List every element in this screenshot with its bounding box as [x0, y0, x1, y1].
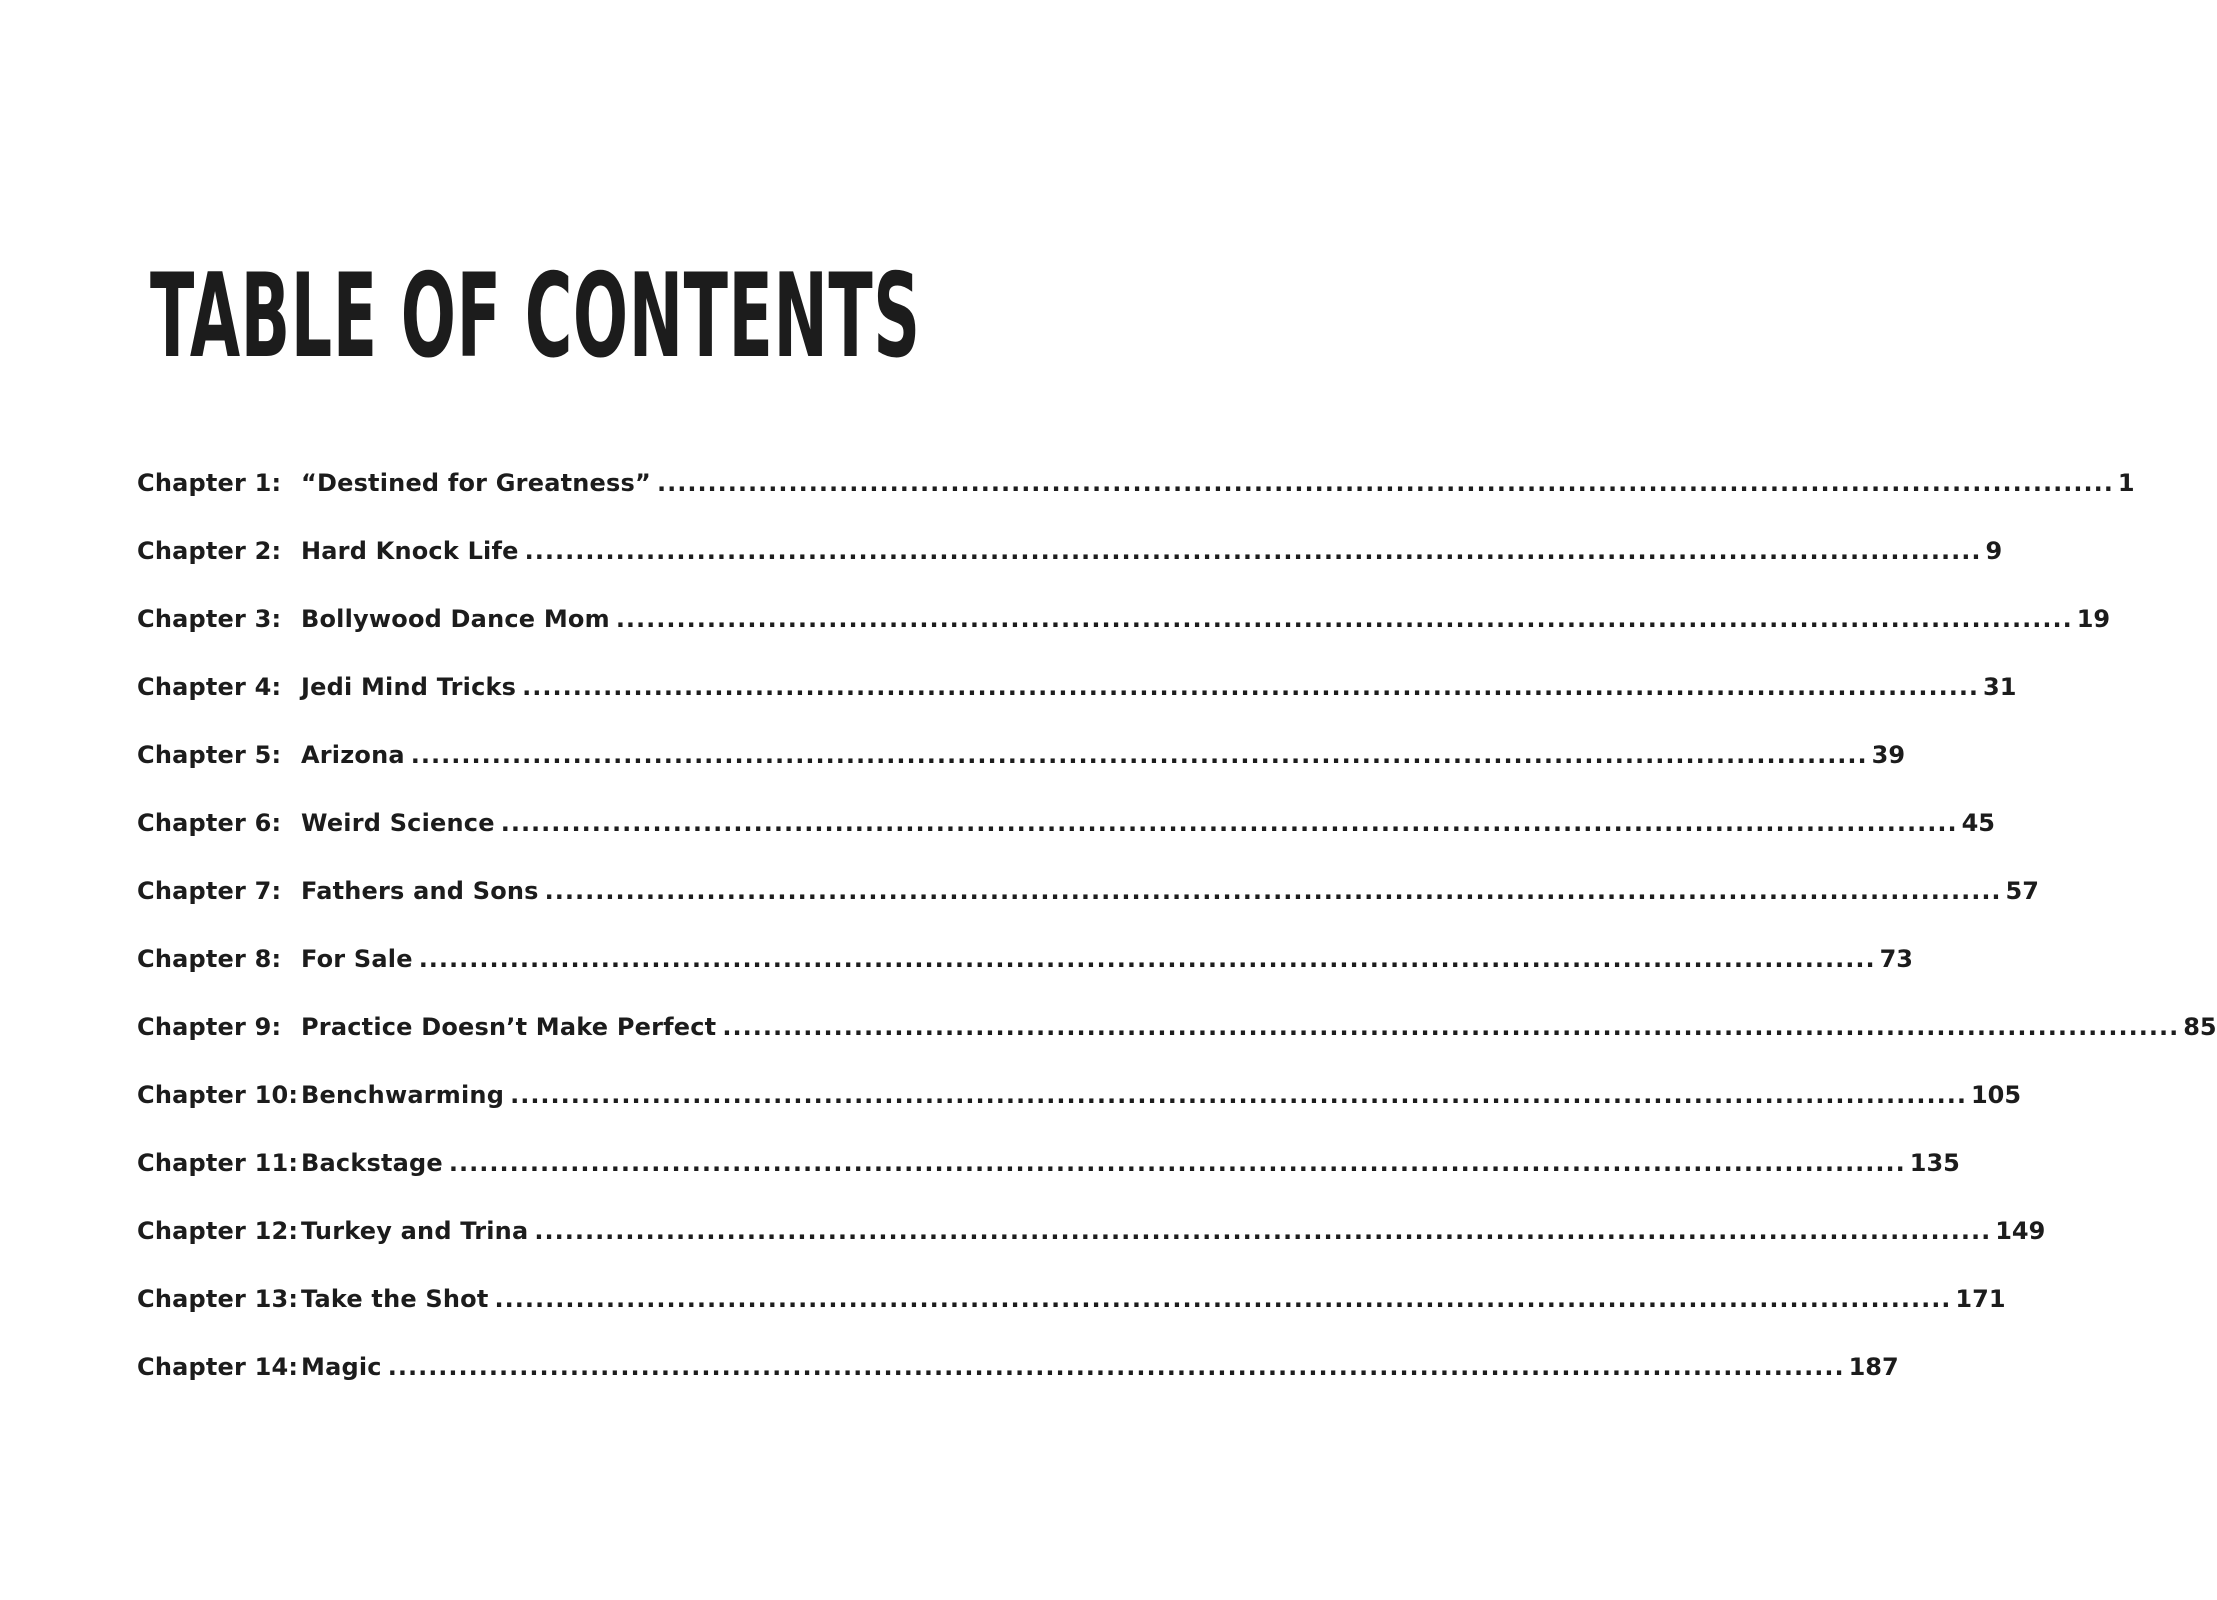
- page-number: 57: [2005, 877, 2039, 905]
- toc-entry-9: [137, 1010, 2217, 1078]
- chapter-title: Magic: [301, 1353, 382, 1381]
- page-number: 19: [2076, 605, 2111, 633]
- chapter-title: Jedi Mind Tricks: [301, 673, 517, 701]
- page-number: 105: [1970, 1081, 2022, 1109]
- chapter-label: Chapter 11:: [137, 1149, 299, 1177]
- page-number: 135: [1909, 1149, 1960, 1177]
- chapter-label: Chapter 1:: [137, 469, 282, 497]
- page-number: 9: [1985, 537, 2003, 565]
- chapter-title: Benchwarming: [301, 1081, 505, 1109]
- dot-leader: ................................................................................................................................................: [448, 1149, 1906, 1177]
- page-number: 187: [1848, 1353, 1899, 1381]
- chapter-label: Chapter 9:: [137, 1013, 282, 1041]
- dot-leader: ................................................................................................................................................: [494, 1285, 1952, 1313]
- toc-entry-7: [137, 874, 2039, 942]
- dot-leader: ................................................................................................................................................: [544, 877, 2002, 905]
- chapter-title: Turkey and Trina: [301, 1217, 529, 1245]
- dot-leader: ................................................................................................................................................: [510, 1081, 1967, 1109]
- toc-entry-11: [137, 1146, 1960, 1214]
- dot-leader: ................................................................................................................................................: [722, 1013, 2180, 1041]
- toc-entry-5: [137, 738, 1906, 806]
- page-number: 45: [1961, 809, 1995, 837]
- dot-leader: ................................................................................................................................................: [534, 1217, 1992, 1245]
- chapter-label: Chapter 2:: [137, 537, 282, 565]
- chapter-label: Chapter 12:: [137, 1217, 299, 1245]
- toc-entry-1: [137, 466, 2135, 534]
- page-number: 171: [1955, 1285, 2006, 1313]
- chapter-title: Take the Shot: [301, 1285, 489, 1313]
- chapter-title: Bollywood Dance Mom: [301, 605, 610, 633]
- dot-leader: ................................................................................................................................................: [522, 673, 1980, 701]
- chapter-title: Arizona: [301, 741, 405, 769]
- chapter-label: Chapter 7:: [137, 877, 282, 905]
- chapter-title: Fathers and Sons: [301, 877, 539, 905]
- chapter-label: Chapter 14:: [137, 1353, 299, 1381]
- chapter-title: Hard Knock Life: [301, 537, 519, 565]
- dot-leader: ................................................................................................................................................: [524, 537, 1982, 565]
- chapter-label: Chapter 4:: [137, 673, 282, 701]
- toc-entry-2: [137, 534, 2003, 602]
- dot-leader: ................................................................................................................................................: [418, 945, 1876, 973]
- toc-entry-8: [137, 942, 1913, 1010]
- page-number: 73: [1879, 945, 1913, 973]
- toc-entry-10: [137, 1078, 2022, 1146]
- toc-entry-6: [137, 806, 1995, 874]
- page-number: 39: [1871, 741, 1906, 769]
- chapter-label: Chapter 13:: [137, 1285, 299, 1313]
- dot-leader: ................................................................................................................................................: [410, 741, 1868, 769]
- chapter-label: Chapter 8:: [137, 945, 282, 973]
- chapter-title: Weird Science: [301, 809, 495, 837]
- dot-leader: ................................................................................................................................................: [656, 469, 2114, 497]
- toc-entry-13: [137, 1282, 2006, 1350]
- chapter-title: “Destined for Greatness”: [301, 469, 651, 497]
- table-of-contents: [137, 466, 2217, 1418]
- page-number: 149: [1995, 1217, 2046, 1245]
- chapter-label: Chapter 10:: [137, 1081, 299, 1109]
- page-number: 85: [2183, 1013, 2217, 1041]
- dot-leader: ................................................................................................................................................: [387, 1353, 1845, 1381]
- dot-leader: ................................................................................................................................................: [615, 605, 2073, 633]
- page-title: TABLE OF CONTENTS: [150, 249, 921, 384]
- chapter-label: Chapter 6:: [137, 809, 282, 837]
- chapter-label: Chapter 3:: [137, 605, 282, 633]
- page-number: 1: [2117, 469, 2135, 497]
- dot-leader: ................................................................................................................................................: [500, 809, 1958, 837]
- toc-entry-12: [137, 1214, 2046, 1282]
- page-number: 31: [1983, 673, 2017, 701]
- toc-entry-3: [137, 602, 2111, 670]
- toc-entry-4: [137, 670, 2017, 738]
- toc-entry-14: [137, 1350, 1899, 1418]
- chapter-title: Backstage: [301, 1149, 443, 1177]
- chapter-label: Chapter 5:: [137, 741, 282, 769]
- chapter-title: Practice Doesn’t Make Perfect: [301, 1013, 717, 1041]
- chapter-title: For Sale: [301, 945, 413, 973]
